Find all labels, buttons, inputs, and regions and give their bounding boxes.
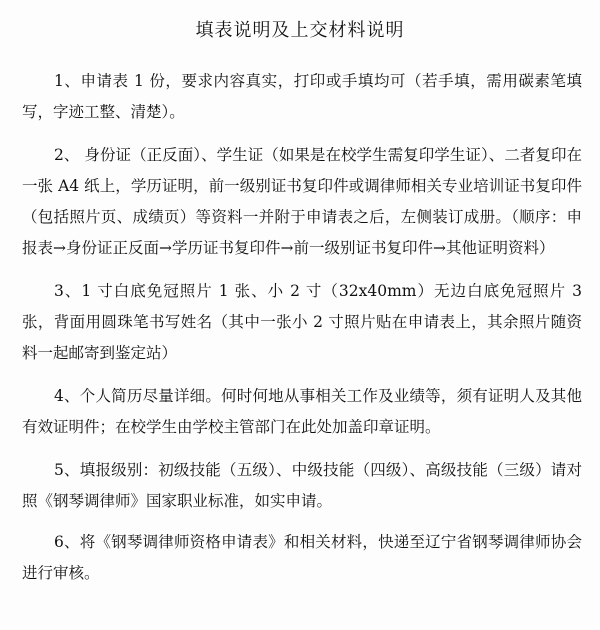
instruction-paragraph-5: 5、填报级别：初级技能（五级）、中级技能（四级）、高级技能（三级）请对照《钢琴调律师》国家职业标准，如实申请。: [22, 461, 582, 510]
instruction-paragraph-4: 4、个人简历尽量详细。何时何地从事相关工作及业绩等，须有证明人及其他有效证明件；在校学生由学校主管部门在此处加盖印章证明。: [22, 387, 582, 436]
instruction-paragraph-1: 1、申请表 1 份，要求内容真实，打印或手填均可（若手填，需用碳素笔填写，字迹工整、清楚）。: [22, 72, 582, 121]
instruction-paragraph-2: 2、 身份证（正反面）、学生证（如果是在校学生需复印学生证）、二者复印在一张 A4 纸上，学历证明，前一级别证书复印件或调律师相关专业培训证书复印件（包括照片页、成绩页）等资料一并附于申请表之后，左侧装订成册。（顺序：申报表→身份证正反面→学历证书复印件→前一级别证书复印件→其他证明资料）: [22, 146, 582, 257]
instruction-paragraph-3: 3、1 寸白底免冠照片 1 张、小 2 寸（32x40mm）无边白底免冠照片 3 张，背面用圆珠笔书写姓名（其中一张小 2 寸照片贴在申请表上，其余照片随资料一起邮寄到鉴定站）: [22, 282, 582, 362]
instruction-paragraph-6: 6、将《钢琴调律师资格申请表》和相关材料，快递至辽宁省钢琴调律师协会进行审核。: [22, 533, 582, 582]
document-body: [22, 66, 582, 599]
document-title: 填表说明及上交材料说明: [195, 20, 405, 41]
